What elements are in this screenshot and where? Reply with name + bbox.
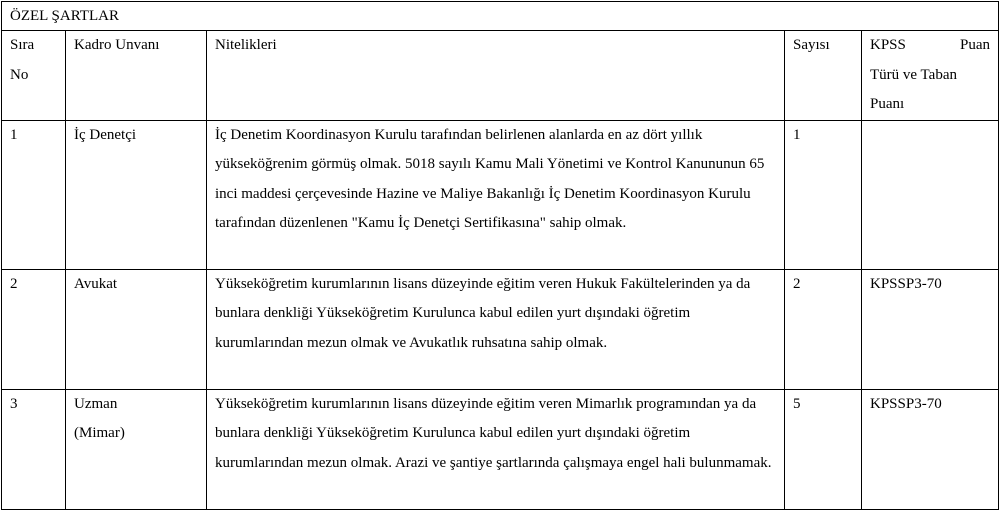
cell-kpss: KPSSP3-70 [862, 389, 999, 509]
header-kpss-line3: Puanı [870, 96, 905, 112]
cell-sayisi: 5 [785, 389, 862, 509]
cell-kadro-line1: Uzman [74, 395, 118, 412]
cell-no: 1 [2, 120, 66, 269]
header-kadro-unvani: Kadro Unvanı [66, 31, 207, 121]
table-row [2, 269, 999, 389]
cell-sayisi: 2 [785, 269, 862, 389]
cell-nitelikler: Yükseköğretim kurumlarının lisans düzeyinde eğitim veren Mimarlık programından ya da bunlara denkliği Yükseköğretim Kurulunca kabul edilen yurt dışındaki öğretim kurumlarından mezun olmak. Arazi ve şantiye şartlarında çalışmaya engel hali bulunmamak. [207, 389, 785, 509]
cell-kadro [66, 269, 207, 389]
cell-kpss: KPSSP3-70 [862, 269, 999, 389]
header-kpss-word2: Puan [960, 37, 991, 53]
header-sira-line1: Sıra [10, 37, 35, 53]
special-conditions-table [1, 1, 999, 510]
header-sira-no [2, 31, 66, 121]
header-kpss-line1 [870, 31, 990, 61]
cell-no: 2 [2, 269, 66, 389]
cell-kadro [66, 389, 207, 509]
cell-kadro [66, 120, 207, 269]
table-row [2, 120, 999, 269]
cell-nitelikler: İç Denetim Koordinasyon Kurulu tarafından belirlenen alanlarda en az dört yıllık yükseköğrenim görmüş olmak. 5018 sayılı Kamu Mali Yönetimi ve Kontrol Kanununun 65 inci maddesi çerçevesinde Hazine ve Maliye Bakanlığı İç Denetim Koordinasyon Kurulu tarafından düzenlenen "Kamu İç Denetçi Sertifikasına" sahip olmak. [207, 120, 785, 269]
cell-kadro-line2: (Mimar) [74, 425, 125, 441]
header-kpss-word1: KPSS [870, 37, 906, 53]
table-row [2, 389, 999, 509]
header-nitelikleri: Nitelikleri [207, 31, 785, 121]
cell-kadro-line1: İç Denetçi [74, 126, 137, 143]
table-title: ÖZEL ŞARTLAR [2, 2, 999, 31]
cell-sayisi: 1 [785, 120, 862, 269]
header-kpss [862, 31, 999, 121]
header-sira-line2: No [10, 66, 29, 83]
header-sayisi: Sayısı [785, 31, 862, 121]
cell-kpss [862, 120, 999, 269]
header-kpss-line2: Türü ve Taban [870, 66, 957, 83]
cell-no: 3 [2, 389, 66, 509]
cell-nitelikler: Yükseköğretim kurumlarının lisans düzeyinde eğitim veren Hukuk Fakültelerinden ya da bunlara denkliği Yükseköğretim Kurulunca kabul edilen yurt dışındaki öğretim kurumlarından mezun olmak ve Avukatlık ruhsatına sahip olmak. [207, 269, 785, 389]
cell-kadro-line1: Avukat [74, 275, 118, 292]
